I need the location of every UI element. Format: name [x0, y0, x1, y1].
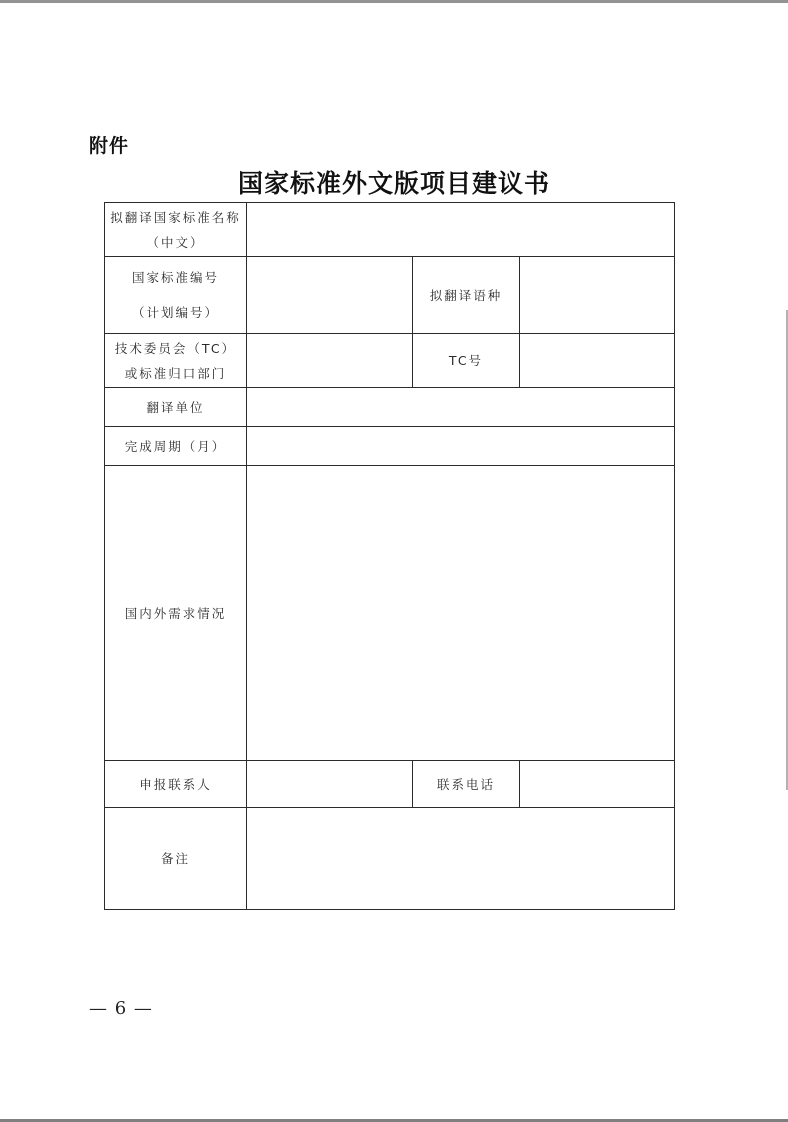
standard-name-label	[105, 203, 247, 257]
committee-label-line1: 技术委员会（TC）	[114, 340, 237, 356]
standard-name-label-line2: （中文）	[146, 234, 205, 250]
scan-edge-top	[0, 0, 788, 3]
contact-phone-field[interactable]	[520, 761, 675, 808]
document-title: 国家标准外文版项目建议书	[237, 169, 550, 198]
remarks-label: 备注	[105, 808, 247, 910]
contact-phone-label: 联系电话	[413, 761, 520, 808]
committee-field[interactable]	[247, 334, 413, 388]
proposal-form-table	[104, 202, 675, 910]
demand-situation-field[interactable]	[247, 466, 675, 761]
standard-number-label-line1: 国家标准编号	[131, 270, 219, 285]
standard-number-label-line2: （计划编号）	[131, 305, 219, 320]
row-committee	[105, 334, 675, 388]
row-completion-period	[105, 427, 675, 466]
target-language-label: 拟翻译语种	[413, 257, 520, 334]
translation-unit-field[interactable]	[247, 388, 675, 427]
tc-number-label: TC号	[413, 334, 520, 388]
committee-label	[105, 334, 247, 388]
row-contact	[105, 761, 675, 808]
completion-period-label: 完成周期（月）	[105, 427, 247, 466]
target-language-field[interactable]	[520, 257, 675, 334]
attachment-label: 附件	[89, 135, 130, 157]
committee-label-line2: 或标准归口部门	[124, 365, 227, 381]
row-remarks	[105, 808, 675, 910]
row-translation-unit	[105, 388, 675, 427]
row-standard-name	[105, 203, 675, 257]
demand-situation-label: 国内外需求情况	[105, 466, 247, 761]
row-demand-situation	[105, 466, 675, 761]
contact-person-field[interactable]	[247, 761, 413, 808]
contact-person-label: 申报联系人	[105, 761, 247, 808]
standard-name-field[interactable]	[247, 203, 675, 257]
translation-unit-label: 翻译单位	[105, 388, 247, 427]
tc-number-field[interactable]	[520, 334, 675, 388]
completion-period-field[interactable]	[247, 427, 675, 466]
remarks-field[interactable]	[247, 808, 675, 910]
row-standard-number	[105, 257, 675, 334]
page-number: — 6 —	[89, 998, 153, 1019]
standard-number-label	[105, 257, 247, 334]
standard-name-label-line1: 拟翻译国家标准名称	[110, 209, 241, 225]
standard-number-field[interactable]	[247, 257, 413, 334]
